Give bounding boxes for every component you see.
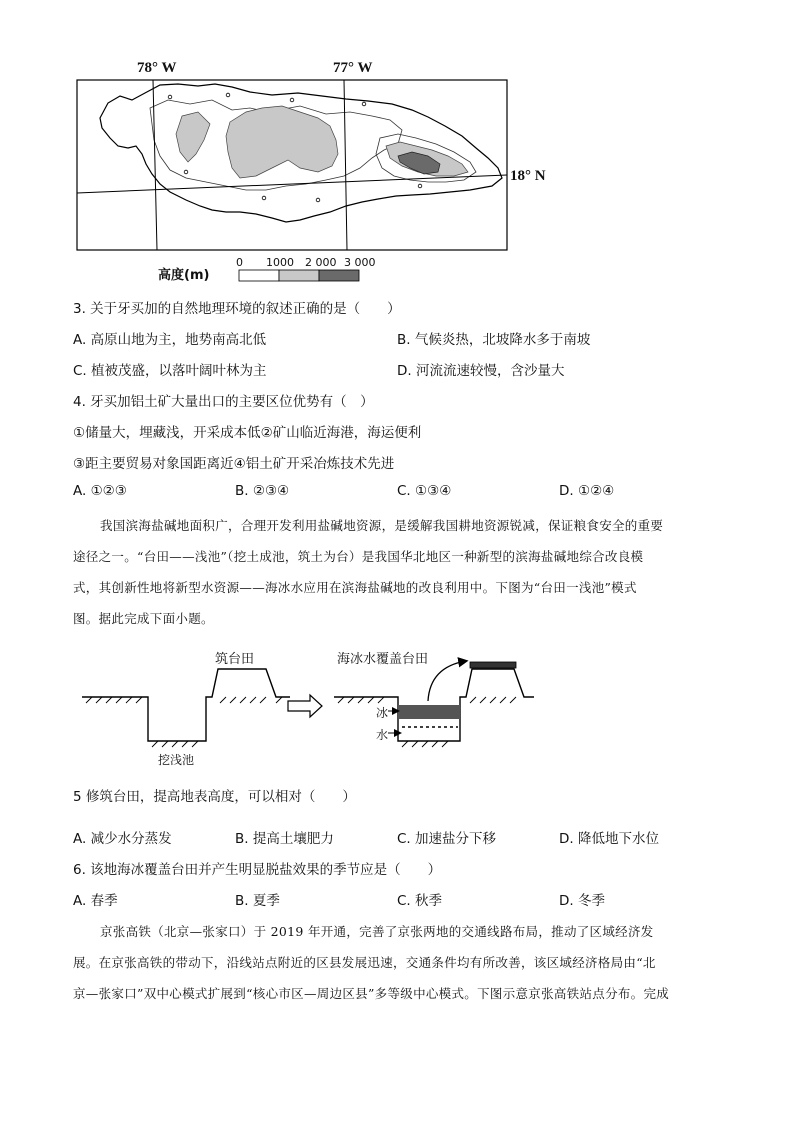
legend-tick-3: 3 000 [344,256,376,269]
ice-label: 冰 [376,706,389,720]
jamaica-map [0,0,794,300]
water-label: 水 [376,728,389,742]
q4-statements-2: ③距主要贸易对象国距离近④铝土矿开采冶炼技术先进 [73,456,395,472]
q6-option-d: D. 冬季 [559,893,605,909]
passage1-line-3: 式，其创新性地将新型水资源——海冰水应用在滨海盐碱地的改良利用中。下图为“台田一浅池”模式 [73,580,637,595]
q4-stem: 4. 牙买加铝土矿大量出口的主要区位优势有（ ） [73,394,374,410]
lat-label: 18° N [510,168,546,184]
passage2-line-2: 展。在京张高铁的带动下，沿线站点附近的区县发展迅速，交通条件均有所改善，该区域经济格局由“北 [73,955,656,970]
legend-title: 高度(m) [158,268,210,283]
q4-option-c: C. ①③④ [397,483,452,499]
q5-option-b: B. 提高土壤肥力 [235,831,334,847]
q5-option-a: A. 减少水分蒸发 [73,831,172,847]
lon-right-label: 77° W [333,60,373,76]
q6-option-b: B. 夏季 [235,893,280,909]
q5-option-c: C. 加速盐分下移 [397,831,497,847]
q4-option-b: B. ②③④ [235,483,290,499]
q6-option-a: A. 春季 [73,893,118,909]
legend-tick-0: 0 [236,256,243,269]
q3-stem: 3. 关于牙买加的自然地理环境的叙述正确的是（ ） [73,301,401,317]
build-terrace-label: 筑台田 [215,652,255,667]
q3-option-c: C. 植被茂盛，以落叶阔叶林为主 [73,363,267,379]
ice-cover-label: 海冰水覆盖台田 [337,652,429,667]
q3-option-d: D. 河流流速较慢，含沙量大 [397,363,565,379]
q3-option-b: B. 气候炎热，北坡降水多于南坡 [397,332,591,348]
passage2-line-3: 京—张家口”双中心模式扩展到“核心市区—周边区县”多等级中心模式。下图示意京张高铁站点分布。完成 [73,986,670,1001]
passage1-line-2: 途径之一。“台田——浅池”（挖土成池，筑土为台）是我国华北地区一种新型的滨海盐碱地综合改良模 [73,549,644,564]
legend-tick-1: 1000 [266,256,294,269]
q4-option-a: A. ①②③ [73,483,127,499]
passage1-line-1: 我国滨海盐碱地面积广，合理开发利用盐碱地资源，是缓解我国耕地资源锐减，保证粮食安全的重要 [100,518,664,533]
passage1-line-4: 图。据此完成下面小题。 [73,611,214,626]
q4-option-d: D. ①②④ [559,483,615,499]
q5-option-d: D. 降低地下水位 [559,831,659,847]
dig-pond-label: 挖浅池 [158,753,195,767]
legend-tick-2: 2 000 [305,256,337,269]
q6-option-c: C. 秋季 [397,893,443,909]
q5-stem: 5 修筑台田，提高地表高度，可以相对（ ） [73,789,356,805]
lon-left-label: 78° W [137,60,177,76]
q4-statements-1: ①储量大，埋藏浅，开采成本低②矿山临近海港，海运便利 [73,425,422,441]
passage2-line-1: 京张高铁（北京—张家口）于 2019 年开通，完善了京张两地的交通线路布局，推动了区域经济发 [100,924,654,939]
q6-stem: 6. 该地海冰覆盖台田并产生明显脱盐效果的季节应是（ ） [73,862,442,878]
q3-option-a: A. 高原山地为主，地势南高北低 [73,332,267,348]
